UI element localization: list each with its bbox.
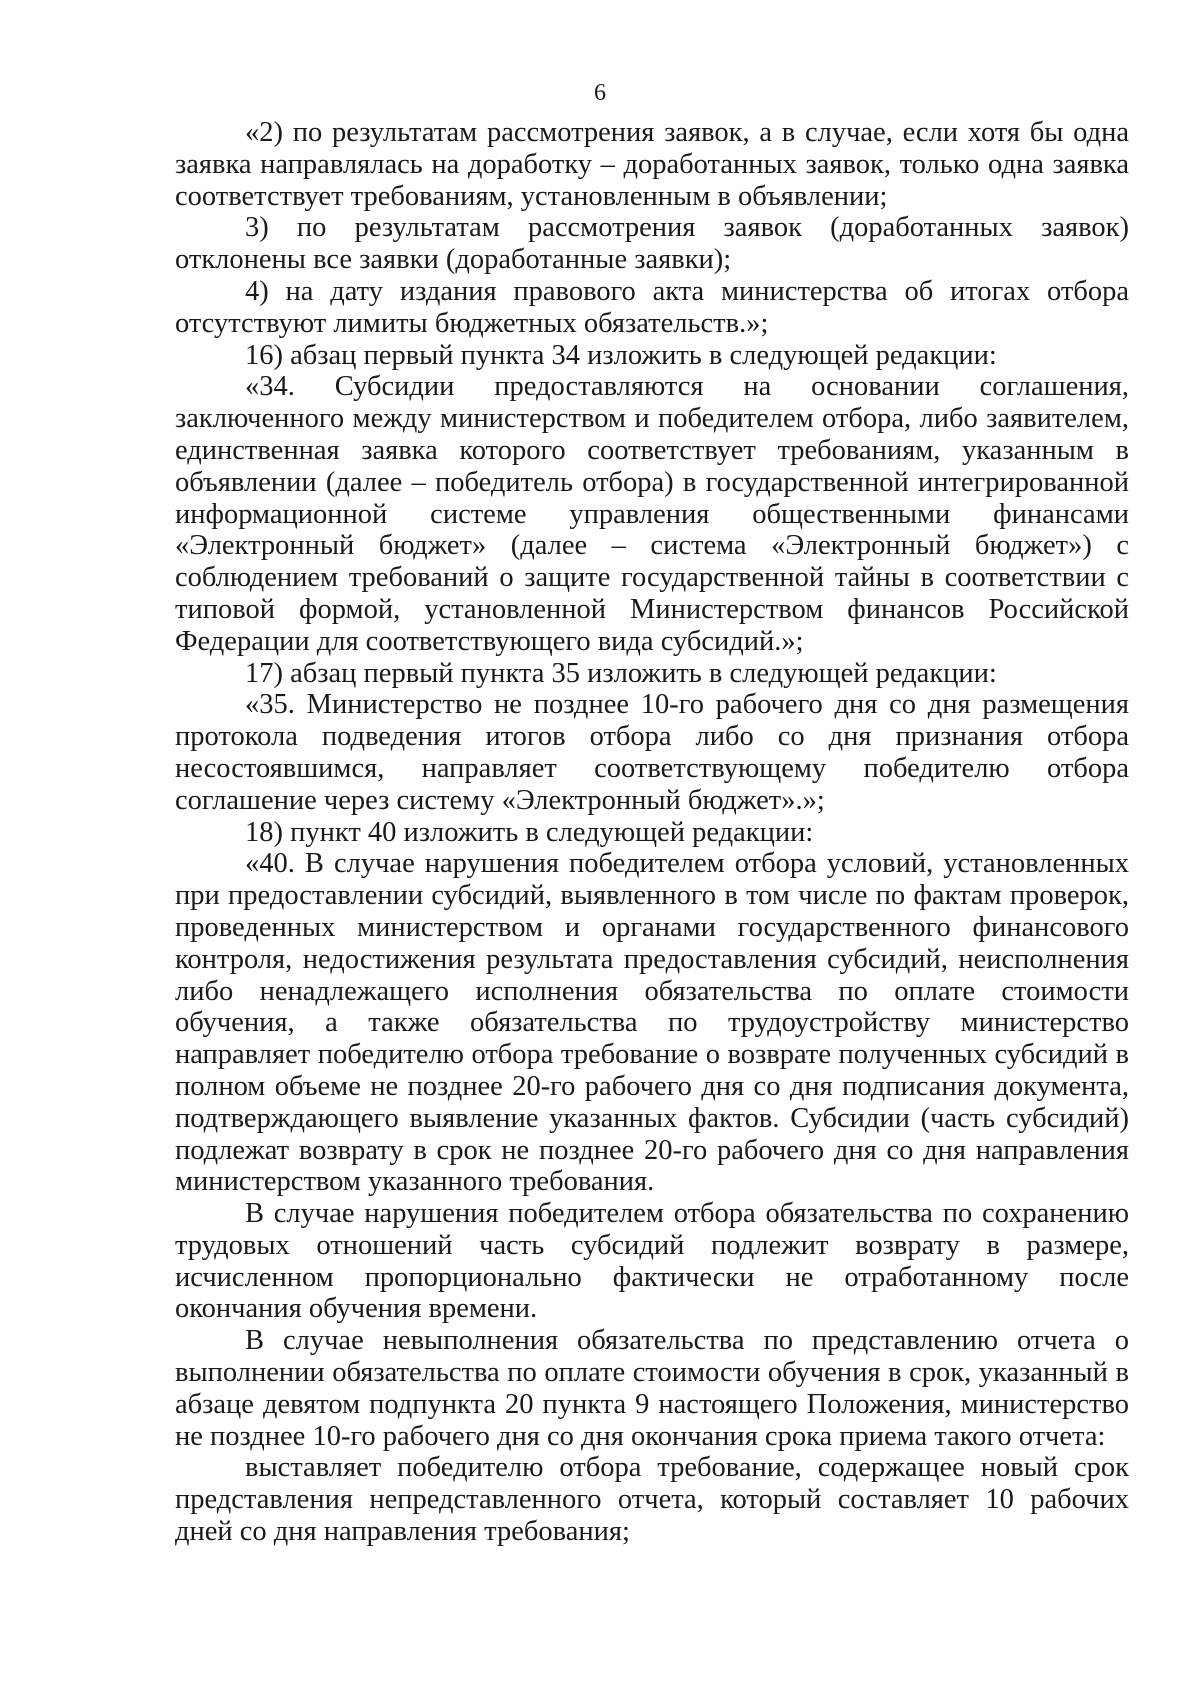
- paragraph-amendment-17: 17) абзац первый пункта 35 изложить в следующей редакции:: [245, 657, 997, 689]
- paragraph-amendment-16: 16) абзац первый пункта 34 изложить в следующей редакции:: [245, 339, 997, 371]
- paragraph-item-3: 3) по результатам рассмотрения заявок (доработанных заявок) отклонены все заявки (доработанные заявки);: [175, 212, 1129, 276]
- paragraph-clause-35: «35. Министерство не позднее 10-го рабочего дня со дня размещения протокола подведения итогов отбора либо со дня признания отбора несостоявшимся, направляет соответствующему победителю отбора соглашение через систему «Электронный бюджет».»;: [175, 689, 1129, 816]
- paragraph-amendment-18: 18) пункт 40 изложить в следующей редакции:: [245, 816, 814, 848]
- paragraph-clause-40: «40. В случае нарушения победителем отбора условий, установленных при предоставлении субсидий, выявленного в том числе по фактам проверок, проведенных министерством и органами государственного финансового контроля, недостижения результата предоставления субсидий, неисполнения либо ненадлежащего исполнения обязательства по оплате стоимости обучения, а также обязательства по трудоустройству министерство направляет победителю отбора требование о возврате полученных субсидий в полном объеме не позднее 20-го рабочего дня со дня подписания документа, подтверждающего выявление указанных фактов. Субсидии (часть субсидий) подлежат возврату в срок не позднее 20-го рабочего дня со дня направления министерством указанного требования.: [175, 848, 1129, 1198]
- paragraph-labor-relations: В случае нарушения победителем отбора обязательства по сохранению трудовых отношений часть субсидий подлежит возврату в размере, исчисленном пропорционально фактически не отработанному после окончания обучения времени.: [175, 1198, 1129, 1325]
- paragraph-new-deadline: выставляет победителю отбора требование, содержащее новый срок представления непредставленного отчета, который составляет 10 рабочих дней со дня направления требования;: [175, 1452, 1129, 1548]
- page-number: 6: [594, 80, 606, 106]
- paragraph-item-2: «2) по результатам рассмотрения заявок, а в случае, если хотя бы одна заявка направлялась на доработку – доработанных заявок, только одна заявка соответствует требованиям, установленным в объявлении;: [175, 117, 1129, 212]
- paragraph-clause-34: «34. Субсидии предоставляются на основании соглашения, заключенного между министерством и победителем отбора, либо заявителем, единственная заявка которого соответствует требованиям, указанным в объявлении (далее – победитель отбора) в государственной интегрированной информационной системе управления общественными финансами «Электронный бюджет» (далее – система «Электронный бюджет») с соблюдением требований о защите государственной тайны в соответствии с типовой формой, установленной Министерством финансов Российской Федерации для соответствующего вида субсидий.»;: [175, 371, 1129, 657]
- paragraph-report-failure: В случае невыполнения обязательства по представлению отчета о выполнении обязательства по оплате стоимости обучения в срок, указанный в абзаце девятом подпункта 20 пункта 9 настоящего Положения, министерство не позднее 10-го рабочего дня со дня окончания срока приема такого отчета:: [175, 1325, 1129, 1452]
- document-body: [175, 117, 1129, 1548]
- paragraph-item-4: 4) на дату издания правового акта министерства об итогах отбора отсутствуют лимиты бюджетных обязательств.»;: [175, 275, 1129, 339]
